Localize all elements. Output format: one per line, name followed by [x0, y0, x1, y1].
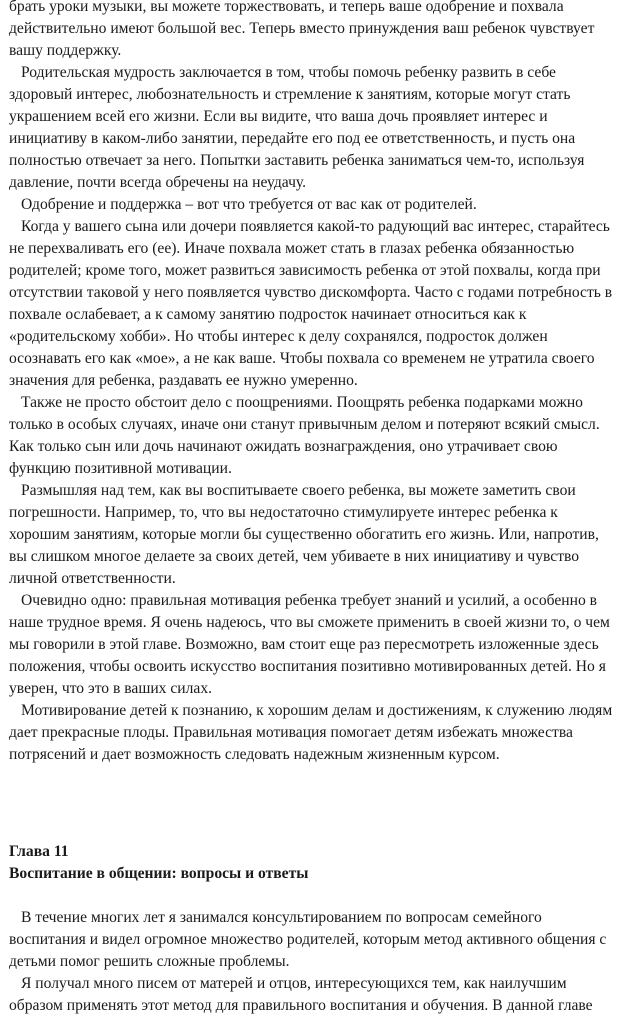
paragraph: Родительская мудрость заключается в том, чтобы помочь ребенку развить в себе здоровый интерес, любознательность и стремление к занятиям, которые могут стать украшением всей его жизни. Если вы видите, что ваша дочь проявляет интерес и инициативу в каком-либо занятии, передайте его под ее ответственность, и пусть она полностью отвечает за него. Попытки заставить ребенка заниматься чем-то, используя давление, почти всегда обречены на неудачу.: [9, 64, 585, 191]
chapter-title: Воспитание в общении: вопросы и ответы: [9, 865, 309, 882]
paragraph: Размышляя над тем, как вы воспитываете своего ребенка, вы можете заметить свои погрешности. Например, то, что вы недостаточно стимулируете интерес ребенка к хорошим занятиям, которые могли бы существенно обогатить его жизнь. Или, напротив, вы слишком многое делаете за своих детей, чем убиваете в них инициативу и чувство личной ответственности.: [9, 482, 599, 587]
document-page: [9, 0, 615, 1017]
paragraph: Когда у вашего сына или дочери появляется какой-то радующий вас интерес, старайтесь не перехваливать его (ее). Иначе похвала может стать в глазах ребенка обязанностью родителей; кроме того, может развиться зависимость ребенка от этой похвалы, когда при отсутствии таковой у него появляется чувство дискомфорта. Часто с годами потребность в похвале ослабевает, а к самому занятию подросток начинает относиться как к «родительскому хобби». Но чтобы интерес к делу сохранялся, подросток должен осознавать его как «мое», а не как ваше. Чтобы похвала со временем не утратила своего значения для ребенка, раздавать ее нужно умеренно.: [9, 218, 613, 389]
paragraph: Мотивирование детей к познанию, к хорошим делам и достижениям, к служению людям дает прекрасные плоды. Правильная мотивация помогает детям избежать множества потрясений и дает возможность следовать надежным жизненным курсом.: [9, 702, 613, 763]
paragraph: Очевидно одно: правильная мотивация ребенка требует знаний и усилий, а особенно в наше трудное время. Я очень надеюсь, что вы сможете применить в своей жизни то, о чем мы говорили в этой главе. Возможно, вам стоит еще раз пересмотреть изложенные здесь положения, чтобы освоить искусство воспитания позитивно мотивированных детей. Но я уверен, что это в ваших силах.: [9, 592, 610, 697]
spacer: [9, 885, 615, 907]
chapter-number: Глава 11: [9, 843, 69, 860]
paragraph: Одобрение и поддержка – вот что требуется от вас как от родителей.: [21, 196, 477, 213]
paragraph: Я получал много писем от матерей и отцов, интересующихся тем, как наилучшим образом применять этот метод для правильного воспитания и обучения. В данной главе: [9, 975, 593, 1014]
paragraph: Также не просто обстоит дело с поощрениями. Поощрять ребенка подарками можно только в особых случаях, иначе они станут привычным делом и потеряют всякий смысл. Как только сын или дочь начинают ожидать вознаграждения, оно утрачивает свою функцию позитивной мотивации.: [9, 394, 600, 477]
paragraph-continuation: брать уроки музыки, вы можете торжествовать, и теперь ваше одобрение и похвала действительно имеют большой вес. Теперь вместо принуждения ваш ребенок чувствует вашу поддержку.: [9, 0, 595, 59]
paragraph: В течение многих лет я занимался консультированием по вопросам семейного воспитания и видел огромное множество родителей, которым метод активного общения с детьми помог решить сложные проблемы.: [9, 909, 607, 970]
chapter-heading: [9, 841, 615, 885]
